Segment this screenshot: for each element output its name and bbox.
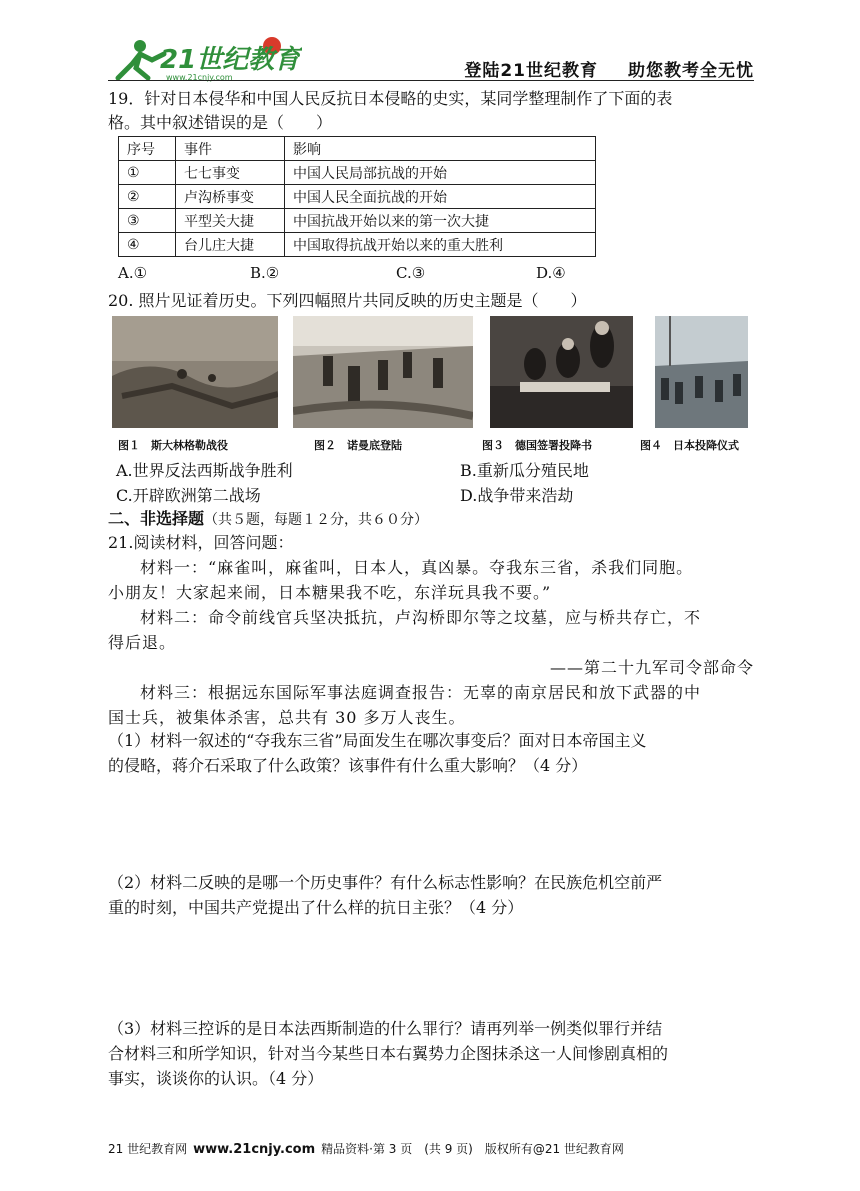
q19-option-a: A.① bbox=[118, 264, 148, 282]
table-header: 事件 bbox=[176, 137, 285, 161]
table-cell: ④ bbox=[119, 233, 176, 257]
q21-sub1-line2: 的侵略，蒋介石采取了什么政策？该事件有什么重大影响？（4 分） bbox=[108, 756, 588, 775]
q21-material2-line2: 得后退。 bbox=[108, 633, 177, 652]
table-cell: 平型关大捷 bbox=[176, 209, 285, 233]
q21-material3-line2: 国士兵，被集体杀害，总共有 30 多万人丧生。 bbox=[108, 708, 466, 727]
slogan-left: 登陆21世纪教育 bbox=[464, 61, 598, 81]
table-cell: 台儿庄大捷 bbox=[176, 233, 285, 257]
q21-material1-line1: 材料一：“麻雀叫，麻雀叫，日本人，真凶暴。夺我东三省，杀我们同胞。 bbox=[140, 558, 694, 577]
table-row bbox=[119, 209, 596, 233]
table-cell: ③ bbox=[119, 209, 176, 233]
q20-option-a: A.世界反法西斯战争胜利 bbox=[116, 461, 293, 480]
slogan-right: 助您教考全无忧 bbox=[628, 61, 754, 81]
q21-sub2-line1: （2）材料二反映的是哪一个历史事件？有什么标志性影响？在民族危机空前严 bbox=[108, 873, 663, 892]
q20-stem: 20. 照片见证着历史。下列四幅照片共同反映的历史主题是（ ） bbox=[108, 291, 587, 310]
running-figure-icon bbox=[118, 40, 164, 78]
section2-note: （共５题，每题１２分，共６０分） bbox=[204, 512, 429, 528]
q20-option-d: D.战争带来浩劫 bbox=[460, 486, 574, 505]
table-header: 影响 bbox=[285, 137, 596, 161]
q21-material2-line1: 材料二：命令前线官兵坚决抵抗，卢沟桥即尔等之坟墓，应与桥共存亡，不 bbox=[140, 608, 702, 627]
q19-option-b: B.② bbox=[250, 264, 280, 282]
q21-material1-line2: 小朋友！大家起来闹，日本糖果我不吃，东洋玩具我不要。” bbox=[108, 583, 552, 602]
header-divider bbox=[108, 80, 754, 81]
table-cell: 中国人民全面抗战的开始 bbox=[285, 185, 596, 209]
footer-page-info: 精品资料·第 3 页 (共 9 页) 版权所有@21 世纪教育网 bbox=[321, 1142, 624, 1156]
table-cell: 中国人民局部抗战的开始 bbox=[285, 161, 596, 185]
footer-url: www.21cnjy.com bbox=[193, 1142, 316, 1157]
table-row bbox=[119, 185, 596, 209]
table-cell: 中国抗战开始以来的第一次大捷 bbox=[285, 209, 596, 233]
table-cell: 卢沟桥事变 bbox=[176, 185, 285, 209]
table-cell: 中国取得抗战开始以来的重大胜利 bbox=[285, 233, 596, 257]
svg-text:21世纪教育: 21世纪教育 bbox=[160, 45, 301, 75]
footer-site: 21 世纪教育网 bbox=[108, 1142, 188, 1156]
q21-material3-line1: 材料三：根据远东国际军事法庭调查报告：无辜的南京居民和放下武器的中 bbox=[140, 683, 702, 702]
caption-figure-1: 图１ 斯大林格勒战役 bbox=[118, 439, 228, 452]
q19-table bbox=[118, 136, 596, 257]
photo-stalingrad bbox=[112, 316, 278, 428]
q19-stem-line2: 格。其中叙述错误的是（ ） bbox=[108, 113, 333, 132]
page-footer bbox=[108, 1140, 624, 1157]
table-cell: ② bbox=[119, 185, 176, 209]
q19-option-c: C.③ bbox=[396, 264, 426, 282]
table-header: 序号 bbox=[119, 137, 176, 161]
caption-figure-2: 图２ 诺曼底登陆 bbox=[314, 439, 402, 452]
header-slogan bbox=[464, 56, 754, 81]
table-cell: 七七事变 bbox=[176, 161, 285, 185]
caption-figure-4: 图４ 日本投降仪式 bbox=[640, 439, 739, 452]
q21-sub2-line2: 重的时刻，中国共产党提出了什么样的抗日主张？（4 分） bbox=[108, 898, 524, 917]
q21-sub3-line3: 事实，谈谈你的认识。（4 分） bbox=[108, 1069, 324, 1088]
q21-sub3-line1: （3）材料三控诉的是日本法西斯制造的什么罪行？请再列举一例类似罪行并结 bbox=[108, 1019, 663, 1038]
table-row bbox=[119, 233, 596, 257]
photo-german-surrender bbox=[490, 316, 633, 428]
table-row bbox=[119, 161, 596, 185]
q19-stem-line1: 19．针对日本侵华和中国人民反抗日本侵略的史实，某同学整理制作了下面的表 bbox=[108, 89, 673, 108]
section2-title: 二、非选择题 bbox=[108, 509, 205, 528]
q21-stem: 21.阅读材料，回答问题： bbox=[108, 533, 294, 552]
caption-figure-3: 图３ 德国签署投降书 bbox=[482, 439, 592, 452]
q20-option-b: B.重新瓜分殖民地 bbox=[460, 461, 589, 480]
photo-normandy bbox=[293, 316, 473, 428]
q21-sub1-line1: （1）材料一叙述的“夺我东三省”局面发生在哪次事变后？面对日本帝国主义 bbox=[108, 731, 647, 750]
svg-text:www.21cnjy.com: www.21cnjy.com bbox=[166, 73, 233, 82]
table-cell: ① bbox=[119, 161, 176, 185]
table-header-row bbox=[119, 137, 596, 161]
section2-heading bbox=[108, 508, 428, 531]
q19-option-d: D.④ bbox=[536, 264, 566, 282]
photo-japan-surrender bbox=[655, 316, 748, 428]
site-logo bbox=[112, 34, 302, 84]
q21-material2-source: ——第二十九军司令部命令 bbox=[549, 658, 754, 677]
q21-sub3-line2: 合材料三和所学知识，针对当今某些日本右翼势力企图抹杀这一人间惨剧真相的 bbox=[108, 1044, 669, 1063]
q20-option-c: C.开辟欧洲第二战场 bbox=[116, 486, 261, 505]
